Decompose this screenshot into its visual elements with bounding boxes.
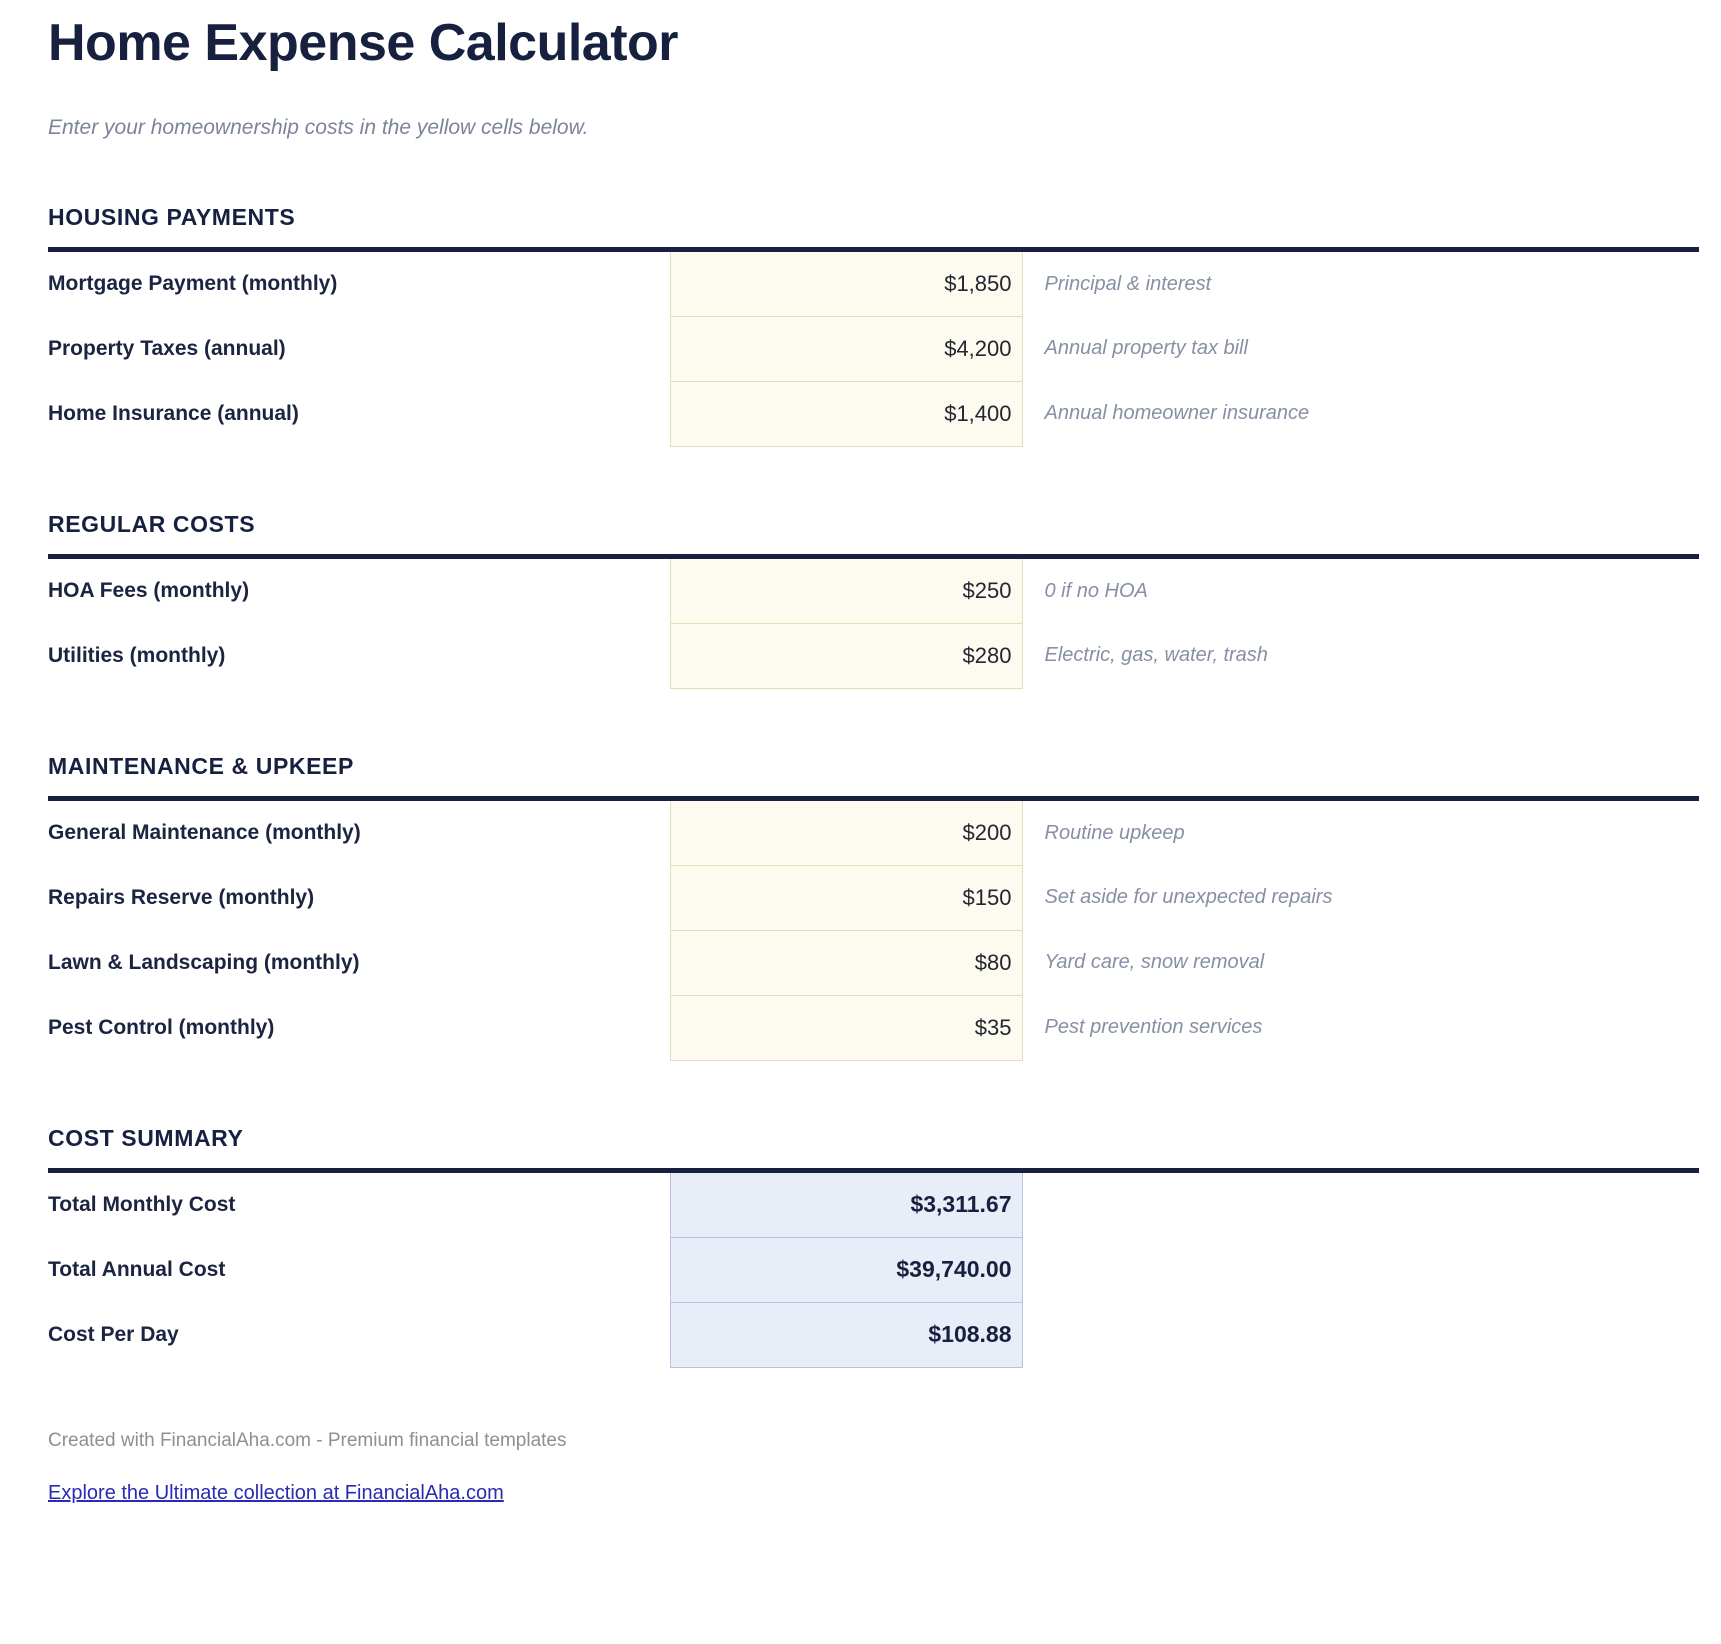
table-row bbox=[48, 1302, 1699, 1367]
row-note: Electric, gas, water, trash bbox=[1044, 644, 1268, 667]
row-note bbox=[1022, 1302, 1699, 1367]
input-value-cell[interactable]: $4,200 bbox=[670, 316, 1022, 381]
section-title: REGULAR COSTS bbox=[48, 510, 256, 537]
row-note: Annual homeowner insurance bbox=[1044, 402, 1310, 425]
footer-credit: Created with FinancialAha.com - Premium financial templates bbox=[48, 1429, 567, 1451]
table-row bbox=[48, 381, 1699, 446]
summary-table bbox=[48, 1168, 1699, 1368]
row-note: Annual property tax bill bbox=[1044, 337, 1248, 360]
table-row bbox=[48, 995, 1699, 1060]
row-label: Property Taxes (annual) bbox=[48, 336, 286, 360]
row-label: Pest Control (monthly) bbox=[48, 1015, 275, 1039]
input-value-cell[interactable]: $35 bbox=[670, 995, 1022, 1060]
row-label: HOA Fees (monthly) bbox=[48, 579, 250, 603]
input-table bbox=[48, 247, 1699, 447]
table-row bbox=[48, 865, 1699, 930]
footer bbox=[48, 1368, 1699, 1505]
computed-value-cell: $39,740.00 bbox=[670, 1237, 1022, 1302]
row-label: Total Monthly Cost bbox=[48, 1193, 236, 1217]
input-value-cell[interactable]: $150 bbox=[670, 865, 1022, 930]
input-value-cell[interactable]: $80 bbox=[670, 930, 1022, 995]
table-row bbox=[48, 798, 1699, 865]
row-label: General Maintenance (monthly) bbox=[48, 821, 361, 845]
row-label: Repairs Reserve (monthly) bbox=[48, 885, 315, 909]
table-row bbox=[48, 249, 1699, 316]
input-value-cell[interactable]: $1,850 bbox=[670, 249, 1022, 316]
section bbox=[48, 140, 1699, 447]
section-title: COST SUMMARY bbox=[48, 1124, 244, 1151]
row-note bbox=[1022, 1170, 1699, 1237]
table-row bbox=[48, 623, 1699, 688]
row-note: Routine upkeep bbox=[1044, 821, 1185, 844]
input-value-cell[interactable]: $250 bbox=[670, 556, 1022, 623]
computed-value-cell: $3,311.67 bbox=[670, 1170, 1022, 1237]
row-note bbox=[1022, 1237, 1699, 1302]
row-label: Total Annual Cost bbox=[48, 1257, 226, 1281]
section bbox=[48, 1061, 1699, 1368]
table-row bbox=[48, 556, 1699, 623]
computed-value-cell: $108.88 bbox=[670, 1302, 1022, 1367]
table-row bbox=[48, 930, 1699, 995]
row-label: Utilities (monthly) bbox=[48, 643, 226, 667]
input-table bbox=[48, 554, 1699, 689]
row-note: Principal & interest bbox=[1044, 272, 1212, 295]
row-label: Home Insurance (annual) bbox=[48, 401, 299, 425]
page-subtitle: Enter your homeownership costs in the yellow cells below. bbox=[48, 115, 589, 139]
input-value-cell[interactable]: $280 bbox=[670, 623, 1022, 688]
sections-container bbox=[48, 140, 1699, 1368]
section bbox=[48, 447, 1699, 689]
row-note: Pest prevention services bbox=[1044, 1016, 1263, 1039]
footer-link[interactable]: Explore the Ultimate collection at FinancialAha.com bbox=[48, 1481, 504, 1504]
row-label: Cost Per Day bbox=[48, 1322, 179, 1346]
section-title: HOUSING PAYMENTS bbox=[48, 203, 296, 230]
table-row bbox=[48, 1170, 1699, 1237]
row-label: Lawn & Landscaping (monthly) bbox=[48, 950, 360, 974]
section-title: MAINTENANCE & UPKEEP bbox=[48, 752, 354, 779]
section bbox=[48, 689, 1699, 1061]
row-label: Mortgage Payment (monthly) bbox=[48, 272, 338, 296]
row-note: Set aside for unexpected repairs bbox=[1044, 886, 1333, 909]
input-table bbox=[48, 796, 1699, 1061]
row-note: Yard care, snow removal bbox=[1044, 951, 1265, 974]
table-row bbox=[48, 316, 1699, 381]
page-title: Home Expense Calculator bbox=[48, 14, 679, 72]
input-value-cell[interactable]: $200 bbox=[670, 798, 1022, 865]
table-row bbox=[48, 1237, 1699, 1302]
row-note: 0 if no HOA bbox=[1044, 579, 1148, 602]
input-value-cell[interactable]: $1,400 bbox=[670, 381, 1022, 446]
